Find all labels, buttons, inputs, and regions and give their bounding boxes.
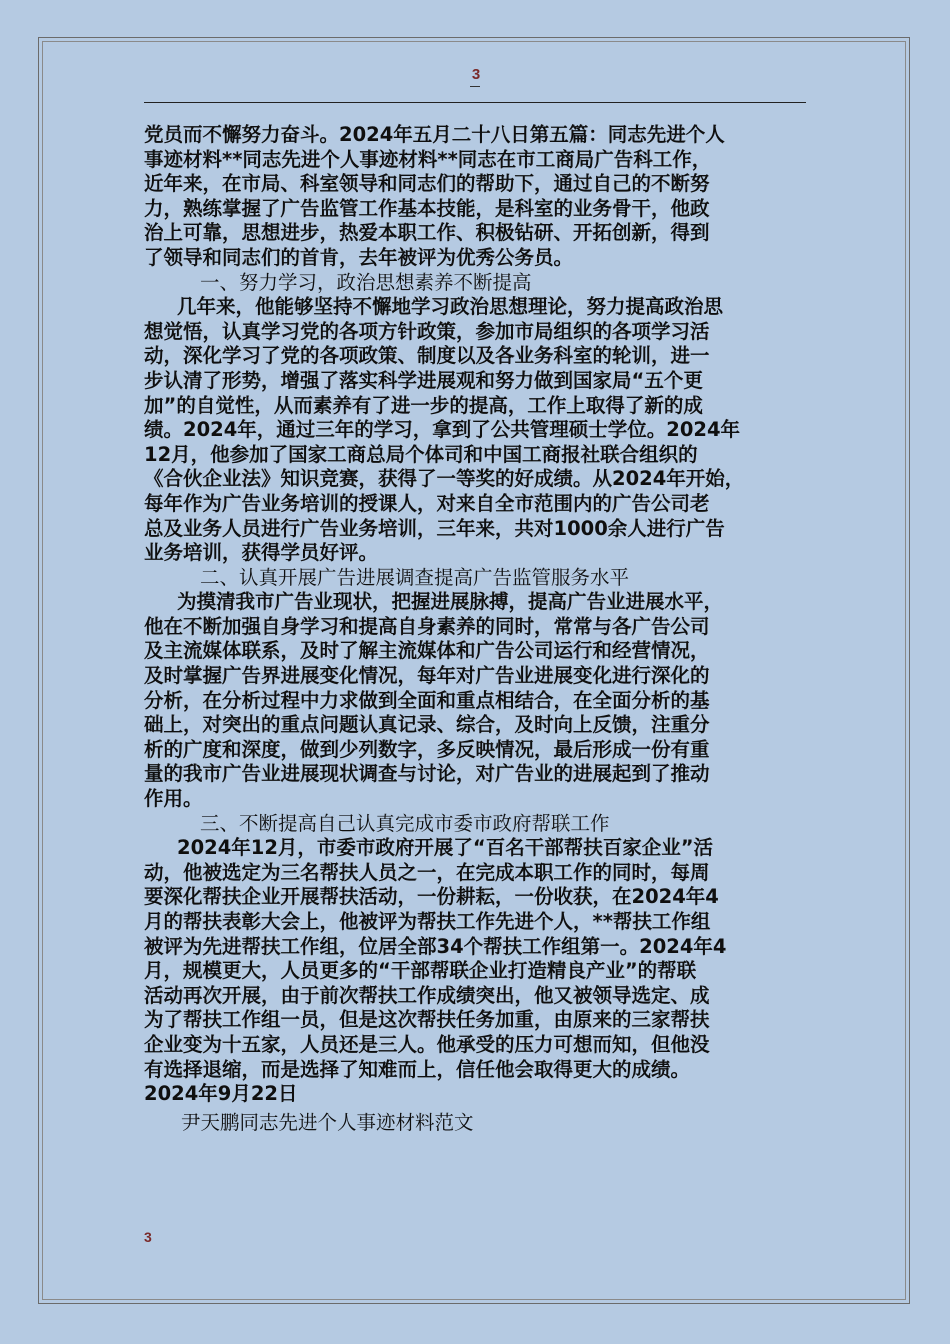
text-line: 12月，他参加了国家工商总局个体司和中国工商报社联合组织的 — [144, 442, 698, 466]
text-line: 活动再次开展，由于前次帮扶工作成绩突出，他又被领导选定、成 — [144, 983, 710, 1007]
text-line: 每年作为广告业务培训的授课人，对来自全市范围内的广告公司老 — [144, 491, 710, 515]
text-line: 近年来，在市局、科室领导和同志们的帮助下，通过自己的不断努 — [144, 172, 710, 196]
text-line: 及时掌握广告界进展变化情况，每年对广告业进展变化进行深化的 — [144, 664, 710, 688]
text-line: 步认清了形势，增强了落实科学进展观和努力做到国家局“五个更 — [144, 368, 703, 392]
text-line: 党员而不懈努力奋斗。2024年五月二十八日第五篇：同志先进个人 — [144, 123, 725, 146]
footer-page-number: 3 — [144, 1229, 152, 1245]
text-line: 想觉悟，认真学习党的各项方针政策，参加市局组织的各项学习活 — [144, 319, 710, 343]
header-rule — [144, 102, 806, 103]
text-line: 事迹材料**同志先进个人事迹材料**同志在市工商局广告科工作， — [144, 147, 712, 171]
text-line: 《合伙企业法》知识竞赛，获得了一等奖的好成绩。从2024年开始， — [144, 467, 745, 491]
document-title-line: 尹天鹏同志先进个人事迹材料范文 — [181, 1110, 474, 1134]
text-line: 要深化帮扶企业开展帮扶活动，一份耕耘，一份收获，在2024年4 — [144, 885, 719, 909]
text-line: 加”的自觉性，从而素养有了进一步的提高，工作上取得了新的成 — [144, 393, 703, 417]
text-line: 动，他被选定为三名帮扶人员之一，在完成本职工作的同时，每周 — [144, 860, 710, 884]
section-heading-1: 一、努力学习，政治思想素养不断提高 — [200, 270, 532, 294]
date-line: 2024年9月22日 — [144, 1082, 298, 1106]
text-line: 分析，在分析过程中力求做到全面和重点相结合，在全面分析的基 — [144, 688, 710, 712]
text-line: 绩。2024年，通过三年的学习，拿到了公共管理硕士学位。2024年 — [144, 418, 741, 442]
text-line: 动，深化学习了党的各项政策、制度以及各业务科室的轮训，进一 — [144, 344, 710, 368]
text-line: 他在不断加强自身学习和提高自身素养的同时，常常与各广告公司 — [144, 614, 710, 638]
text-line: 力，熟练掌握了广告监管工作基本技能，是科室的业务骨干，他政 — [144, 196, 710, 220]
document-body — [144, 123, 816, 1135]
text-line: 被评为先进帮扶工作组，位居全部34个帮扶工作组第一。2024年4 — [144, 934, 727, 958]
text-line: 析的广度和深度，做到少列数字，多反映情况，最后形成一份有重 — [144, 737, 710, 761]
text-line: 有选择退缩，而是选择了知难而上，信任他会取得更大的成绩。 — [144, 1057, 691, 1081]
text-line: 治上可靠，思想进步，热爱本职工作、积极钻研、开拓创新，得到 — [144, 221, 710, 245]
header-page-number: 3 — [471, 66, 481, 83]
section-heading-3: 三、不断提高自己认真完成市委市政府帮联工作 — [200, 811, 610, 835]
text-line: 作用。 — [144, 787, 203, 811]
text-line: 了领导和同志们的首肯，去年被评为优秀公务员。 — [144, 245, 574, 269]
text-line: 为摸清我市广告业现状，把握进展脉搏，提高广告业进展水平， — [177, 590, 724, 614]
text-line: 为了帮扶工作组一员，但是这次帮扶任务加重，由原来的三家帮扶 — [144, 1008, 710, 1032]
text-line: 业务培训，获得学员好评。 — [144, 541, 379, 565]
text-line: 量的我市广告业进展现状调查与讨论，对广告业的进展起到了推动 — [144, 762, 710, 786]
text-line: 几年来，他能够坚持不懈地学习政治思想理论，努力提高政治思 — [177, 295, 724, 319]
text-line: 总及业务人员进行广告业务培训，三年来，共对1000余人进行广告 — [144, 516, 725, 540]
text-line: 础上，对突出的重点问题认真记录、综合，及时向上反馈，注重分 — [144, 713, 710, 737]
section-heading-2: 二、认真开展广告进展调查提高广告监管服务水平 — [200, 565, 630, 589]
text-line: 2024年12月，市委市政府开展了“百名干部帮扶百家企业”活 — [177, 836, 714, 860]
text-line: 及主流媒体联系，及时了解主流媒体和广告公司运行和经营情况， — [144, 639, 710, 663]
text-line: 企业变为十五家，人员还是三人。他承受的压力可想而知，但他没 — [144, 1032, 710, 1056]
text-line: 月的帮扶表彰大会上，他被评为帮扶工作先进个人，**帮扶工作组 — [144, 910, 711, 933]
text-line: 月，规模更大，人员更多的“干部帮联企业打造精良产业”的帮联 — [144, 959, 697, 983]
header-page-number-underline — [470, 86, 480, 87]
